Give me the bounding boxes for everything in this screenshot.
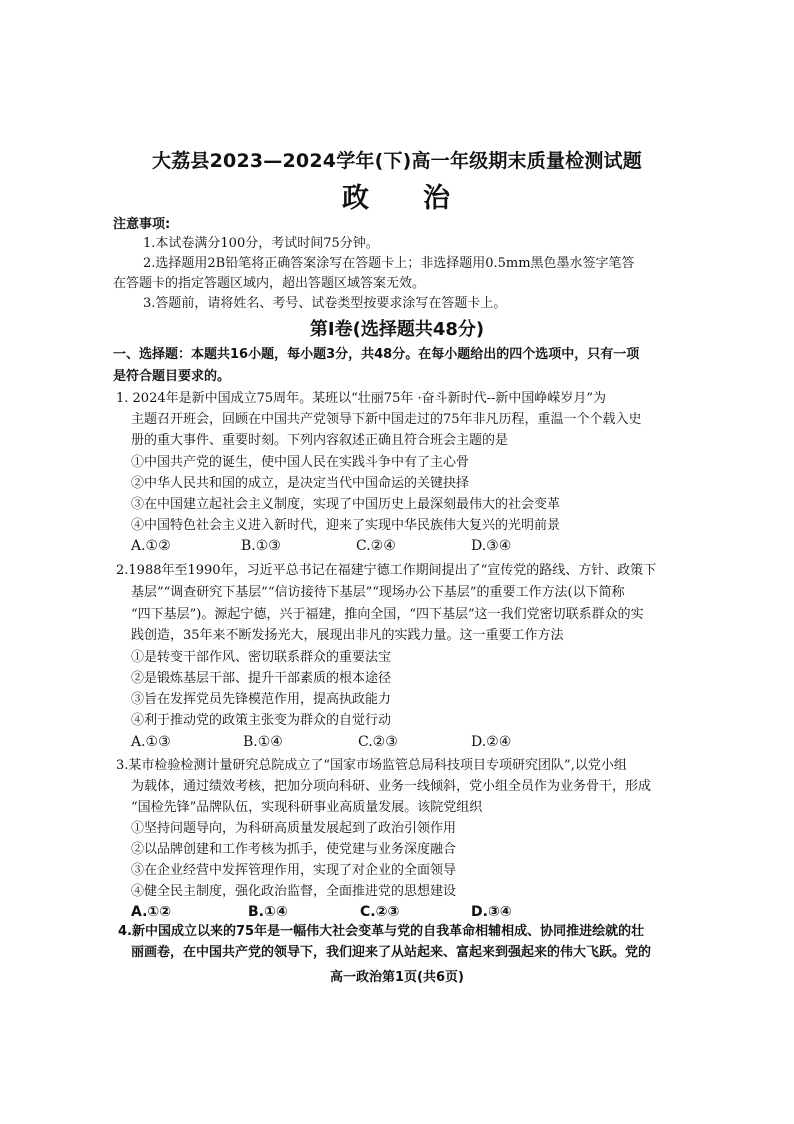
q2-stem-line-4: 践创造，35年来不断发扬光大，展现出非凡的实践力量。这一重要工作方法 xyxy=(131,628,564,643)
q3-item-1: ①坚持问题导向，为科研高质量发展起到了政治引领作用 xyxy=(131,821,457,836)
q3-item-3: ③在企业经营中发挥管理作用，实现了对企业的全面领导 xyxy=(131,863,457,878)
q4-stem-line-2: 丽画卷，在中国共产党的领导下，我们迎来了从站起来、富起来到强起来的伟大飞跃。党的 xyxy=(131,945,652,960)
notice-line-3: 在答题卡的指定答题区域内，超出答题区域答案无效。 xyxy=(113,276,426,291)
q1-stem-line-1: 1. 2024年是新中国成立75周年。某班以“壮丽75年 ·奋斗新时代--新中国峥嵘岁月”为 xyxy=(116,391,607,406)
q3-options xyxy=(131,904,531,922)
subject-char-1: 政 xyxy=(342,183,371,214)
notice-heading: 注意事项: xyxy=(113,217,171,232)
section-instruction-1: 一、选择题：本题共16小题，每小题3分，共48分。在每小题给出的四个选项中，只有一项 xyxy=(113,347,640,362)
q2-option-c[interactable]: C.②③ xyxy=(358,734,398,750)
q1-item-3: ③在中国建立起社会主义制度，实现了中国历史上最深刻最伟大的社会变革 xyxy=(131,497,561,512)
q2-stem-line-1: 2.1988年至1990年，习近平总书记在福建宁德工作期间提出了“宣传党的路线、方针、政策下 xyxy=(116,563,657,578)
section-title: 第Ⅰ卷(选择题共48分) xyxy=(309,319,485,340)
q1-option-b[interactable]: B.①③ xyxy=(241,538,281,554)
q1-option-a[interactable]: A.①② xyxy=(131,538,171,554)
q2-item-1: ①是转变干部作风、密切联系群众的重要法宝 xyxy=(131,650,392,665)
q3-stem-line-2: 为载体，通过绩效考核，把加分项向科研、业务一线倾斜，党小组全员作为业务骨干，形成 xyxy=(131,779,652,794)
q2-option-d[interactable]: D.②④ xyxy=(471,734,512,750)
page-footer: 高一政治第1页(共6页) xyxy=(330,970,464,985)
q3-option-c[interactable]: C.②③ xyxy=(360,904,400,920)
q2-item-2: ②是锻炼基层干部、提升干部素质的根本途径 xyxy=(131,671,392,686)
q2-item-3: ③旨在发挥党员先锋模范作用，提高执政能力 xyxy=(131,692,392,707)
q1-item-2: ②中华人民共和国的成立，是决定当代中国命运的关键抉择 xyxy=(131,476,470,491)
q2-option-a[interactable]: A.①③ xyxy=(131,734,171,750)
notice-line-1: 1.本试卷满分100分，考试时间75分钟。 xyxy=(143,236,379,251)
q2-item-4: ④利于推动党的政策主张变为群众的自觉行动 xyxy=(131,713,392,728)
q1-options xyxy=(131,538,531,556)
q1-option-c[interactable]: C.②④ xyxy=(356,538,396,554)
q2-stem-line-2: 基层”“调查研究下基层”“信访接待下基层”“现场办公下基层”的重要工作方法(以下简称 xyxy=(131,585,625,600)
subject-char-2: 治 xyxy=(423,183,452,214)
q2-options xyxy=(131,734,531,752)
q1-stem-line-2: 主题召开班会，回顾在中国共产党领导下新中国走过的75年非凡历程，重温一个个载入史 xyxy=(131,412,642,427)
subject-title xyxy=(0,176,794,215)
q3-item-2: ②以品牌创建和工作考核为抓手，使党建与业务深度融合 xyxy=(131,842,457,857)
section-instruction-2: 是符合题目要求的。 xyxy=(113,369,231,384)
q3-stem-line-3: “国检先锋”品牌队伍，实现科研事业高质量发展。该院党组织 xyxy=(131,800,483,815)
notice-line-4: 3.答题前，请将姓名、考号、试卷类型按要求涂写在答题卡上。 xyxy=(143,296,507,311)
q1-item-4: ④中国特色社会主义进入新时代，迎来了实现中华民族伟大复兴的光明前景 xyxy=(131,518,561,533)
q2-stem-line-3: “四下基层”)。源起宁德，兴于福建，推向全国，“四下基层”这一我们党密切联系群众的实 xyxy=(131,607,644,622)
q1-stem-line-3: 册的重大事件、重要时刻。下列内容叙述正确且符合班会主题的是 xyxy=(131,433,509,448)
exam-title: 大荔县2023—2024学年(下)高一年级期末质量检测试题 xyxy=(152,150,642,172)
q4-stem-line-1: 4.新中国成立以来的75年是一幅伟大社会变革与党的自我革命相辅相成、协同推进绘就的壮 xyxy=(118,924,645,939)
q1-option-d[interactable]: D.③④ xyxy=(471,538,512,554)
notice-line-2: 2.选择题用2B铅笔将正确答案涂写在答题卡上；非选择题用0.5mm黑色墨水签字笔答 xyxy=(143,256,635,271)
q3-stem-line-1: 3.某市检验检测计量研究总院成立了“国家市场监管总局科技项目专项研究团队”,以党小组 xyxy=(116,758,627,773)
q1-item-1: ①中国共产党的诞生，使中国人民在实践斗争中有了主心骨 xyxy=(131,455,470,470)
q2-option-b[interactable]: B.①④ xyxy=(243,734,283,750)
q3-option-b[interactable]: B.①④ xyxy=(248,904,288,920)
q3-option-a[interactable]: A.①② xyxy=(131,904,172,920)
q3-option-d[interactable]: D.③④ xyxy=(471,904,512,920)
q3-item-4: ④健全民主制度，强化政治监督，全面推进党的思想建设 xyxy=(131,884,457,899)
